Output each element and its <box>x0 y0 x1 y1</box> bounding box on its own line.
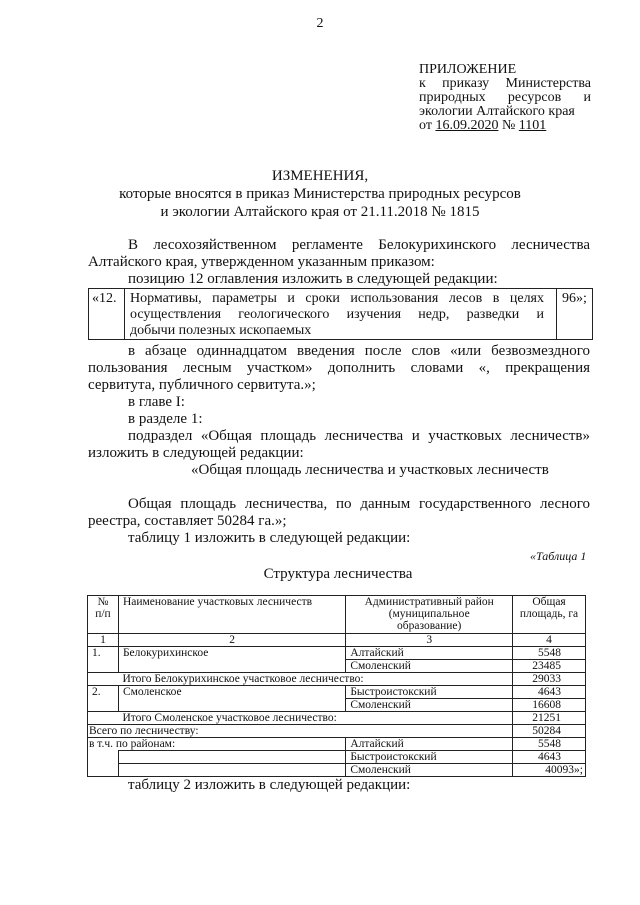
subtitle-line-2: и экологии Алтайского края от 21.11.2018 № 1815 <box>160 204 480 220</box>
table1-title: Структура лесничества <box>263 566 413 582</box>
page-number: 2 <box>316 16 324 31</box>
area-line-2: реестра, составляет 50284 га.»; <box>88 513 287 529</box>
total2-label: Итого Смоленское участковое лесничество: <box>118 712 512 725</box>
table-row <box>88 738 586 751</box>
appendix-line-1: к приказу Министерства <box>419 76 591 91</box>
table-header-row <box>88 596 586 634</box>
toc-instruction: позицию 12 оглавления изложить в следующей редакции: <box>128 271 498 287</box>
toc-text-line-3: добычи полезных ископаемых <box>130 323 312 338</box>
toc-number: «12. <box>89 289 125 339</box>
by-district-area-2: 4643 <box>513 751 586 764</box>
by-district-3: Смоленский <box>346 764 513 777</box>
row1-area-1: 5548 <box>513 647 586 660</box>
row1-district-2: Смоленский <box>346 660 513 673</box>
by-district-1: Алтайский <box>346 738 513 751</box>
row1-name: Белокурихинское <box>118 647 345 673</box>
col-number-4: 4 <box>513 634 586 647</box>
subsection-line-1: подраздел «Общая площадь лесничества и участковых лесничеств» <box>128 428 590 444</box>
header-num: № п/п <box>88 596 119 634</box>
appendix-number-prefix: № <box>498 118 519 133</box>
table1-instruction: таблицу 1 изложить в следующей редакции: <box>128 530 411 546</box>
grand-total-value: 50284 <box>513 725 586 738</box>
para1-line-2: пользования лесным участком» дополнить словами «, прекращения <box>88 360 590 376</box>
table2-instruction: таблицу 2 изложить в следующей редакции: <box>128 777 411 793</box>
intro-line-1: В лесохозяйственном регламенте Белокурихинского лесничества <box>128 237 590 253</box>
header-forestry: Наименование участковых лесничеств <box>118 596 345 634</box>
table-total-row <box>88 673 586 686</box>
document-subtitle <box>0 185 640 221</box>
section-line: в разделе 1: <box>128 411 203 427</box>
row1-area-2: 23485 <box>513 660 586 673</box>
by-district-area-3: 40093»; <box>513 764 586 777</box>
by-district-area-1: 5548 <box>513 738 586 751</box>
table-row <box>88 751 586 764</box>
total2-value: 21251 <box>513 712 586 725</box>
toc-page: 96»; <box>556 289 592 339</box>
para1-line-1: в абзаце одиннадцатом введения после слов «или безвозмездного <box>128 343 590 359</box>
by-district-label: в т.ч. по районам: <box>88 738 346 751</box>
col-number-3: 3 <box>346 634 513 647</box>
appendix-block <box>419 63 591 133</box>
col-number-2: 2 <box>118 634 345 647</box>
toc-text-line-2: осуществления геологического изучения недр, разведки и <box>130 307 544 322</box>
row2-district-1: Быстроистокский <box>346 686 513 699</box>
appendix-line-2: природных ресурсов и <box>419 90 591 105</box>
header-area: Общая площадь, га <box>513 596 586 634</box>
toc-text-line-1: Нормативы, параметры и сроки использования лесов в целях <box>130 291 544 306</box>
appendix-date: 16.09.2020 <box>435 118 499 133</box>
total1-label: Итого Белокурихинское участковое лесничество: <box>118 673 512 686</box>
subtitle-line-1: которые вносятся в приказ Министерства природных ресурсов <box>119 186 521 202</box>
table-row <box>88 686 586 699</box>
row2-district-2: Смоленский <box>346 699 513 712</box>
para1-line-3: сервитута, публичного сервитута.»; <box>88 377 316 393</box>
chapter-line: в главе I: <box>128 394 185 410</box>
appendix-number: 1101 <box>518 118 547 133</box>
table1-label: «Таблица 1 <box>530 549 587 563</box>
table-total-row <box>88 712 586 725</box>
subsection-title: «Общая площадь лесничества и участковых лесничеств <box>191 462 549 478</box>
row1-district-1: Алтайский <box>346 647 513 660</box>
appendix-date-prefix: от <box>419 118 436 133</box>
row2-area-2: 16608 <box>513 699 586 712</box>
column-number-row <box>88 634 586 647</box>
area-line-1: Общая площадь лесничества, по данным государственного лесного <box>128 496 590 512</box>
row2-area-1: 4643 <box>513 686 586 699</box>
grand-total-label: Всего по лесничеству: <box>88 725 513 738</box>
row2-name: Смоленское <box>118 686 345 712</box>
table-row <box>88 764 586 777</box>
subsection-line-2: изложить в следующей редакции: <box>88 445 304 461</box>
table-grand-total-row <box>88 725 586 738</box>
row1-num: 1. <box>88 647 119 673</box>
table-row <box>88 647 586 660</box>
header-district: Административный район (муниципальное образование) <box>346 596 513 634</box>
row2-num: 2. <box>88 686 119 712</box>
total1-value: 29033 <box>513 673 586 686</box>
appendix-heading: ПРИЛОЖЕНИЕ <box>419 62 517 77</box>
intro-line-2: Алтайского края, утвержденном указанным приказом: <box>88 254 435 270</box>
col-number-1: 1 <box>88 634 119 647</box>
toc-row <box>88 288 593 340</box>
appendix-date-line <box>419 119 591 133</box>
document-title: ИЗМЕНЕНИЯ, <box>271 168 369 184</box>
appendix-line-3: экологии Алтайского края <box>419 104 575 119</box>
structure-table <box>87 595 586 777</box>
by-district-2: Быстроистокский <box>346 751 513 764</box>
